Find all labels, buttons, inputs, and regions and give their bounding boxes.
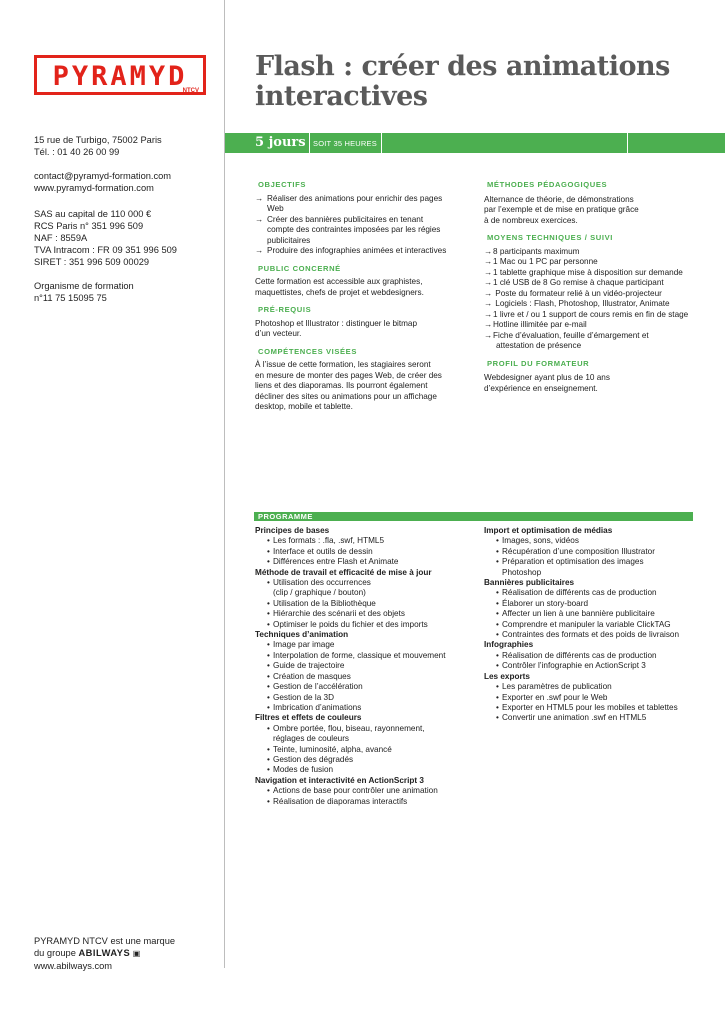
arrow-icon: → bbox=[484, 257, 493, 266]
abilways-logo-icon: ▣ bbox=[132, 949, 141, 958]
programme-item: Photoshop bbox=[502, 567, 542, 577]
programme-section-heading: Infographies bbox=[484, 640, 534, 650]
page-title bbox=[255, 52, 670, 112]
programme-item: • Images, sons, vidéos bbox=[484, 536, 709, 546]
moyens-list bbox=[484, 247, 709, 352]
objectifs-list bbox=[255, 194, 465, 257]
programme-item: • Actions de base pour contrôler une animation bbox=[255, 786, 480, 796]
moyen-item: → Hotline illimitée par e-mail bbox=[484, 320, 587, 329]
programme-item: • Contrôler l’infographie en ActionScript 3 bbox=[484, 661, 709, 671]
arrow-icon: → bbox=[484, 278, 493, 287]
right-info-column bbox=[484, 180, 709, 394]
footer-website-link[interactable]: www.abilways.com bbox=[34, 961, 113, 971]
programme-item: • Exporter en HTML5 pour les mobiles et tablettes bbox=[484, 703, 709, 713]
public-text: Cette formation est accessible aux graphistes, maquettistes, chefs de projet et webdesigners. bbox=[255, 277, 424, 297]
legal-line: SAS au capital de 110 000 € bbox=[34, 209, 152, 219]
bar-separator bbox=[381, 133, 382, 153]
email-link[interactable]: contact@pyramyd-formation.com bbox=[34, 171, 172, 181]
logo-text: PYRAMYD bbox=[52, 61, 188, 92]
programme-item: • Modes de fusion bbox=[255, 765, 480, 775]
programme-item: • Contraintes des formats et des poids de livraison bbox=[484, 630, 709, 640]
programme-item: • Préparation et optimisation des images bbox=[484, 557, 709, 567]
programme-item: • Récupération d’une composition Illustrator bbox=[484, 547, 709, 557]
legal-line: TVA Intracom : FR 09 351 996 509 bbox=[34, 245, 177, 255]
address-line: 15 rue de Turbigo, 75002 Paris bbox=[34, 135, 162, 145]
objectif-item: → Réaliser des animations pour enrichir des pages Web bbox=[255, 193, 443, 213]
programme-item: • Gestion de la 3D bbox=[255, 693, 480, 703]
prereq-text: Photoshop et Illustrator : distinguer le bitmap d’un vecteur. bbox=[255, 318, 418, 338]
programme-item: • Différences entre Flash et Animate bbox=[255, 557, 480, 567]
organism-block bbox=[34, 280, 134, 304]
moyen-item: → 1 tablette graphique mise à disposition sur demande bbox=[484, 267, 683, 277]
bar-separator bbox=[627, 133, 628, 153]
public-heading: PUBLIC CONCERNÉ bbox=[258, 263, 341, 273]
programme-item: • Exporter en .swf pour le Web bbox=[484, 693, 709, 703]
moyens-heading: MOYENS TECHNIQUES / SUIVI bbox=[487, 233, 613, 242]
address-block bbox=[34, 134, 162, 158]
arrow-icon: → bbox=[255, 214, 264, 224]
programme-section-heading: Import et optimisation de médias bbox=[484, 526, 613, 535]
moyen-item: → 1 Mac ou 1 PC par personne bbox=[484, 257, 598, 266]
programme-item: (clip / graphique / bouton) bbox=[273, 588, 366, 598]
programme-item: • Élaborer un story-board bbox=[484, 599, 709, 609]
footer-line bbox=[34, 947, 175, 960]
duration-days: 5 jours bbox=[255, 135, 306, 150]
programme-item: • Hiérarchie des scénarii et des objets bbox=[255, 609, 480, 619]
contact-block bbox=[34, 170, 171, 194]
legal-line: NAF : 8559A bbox=[34, 233, 88, 243]
prereq-heading: PRÉ-REQUIS bbox=[258, 305, 312, 314]
programme-item: • Teinte, luminosité, alpha, avancé bbox=[255, 745, 480, 755]
logo-tag: NTCV bbox=[182, 88, 199, 94]
profil-heading: PROFIL DU FORMATEUR bbox=[487, 358, 590, 368]
competences-heading: COMPÉTENCES VISÉES bbox=[258, 346, 357, 356]
programme-item: • Gestion de l’accélération bbox=[255, 682, 480, 692]
programme-section-heading: Les exports bbox=[484, 671, 530, 681]
programme-item: • Image par image bbox=[255, 640, 480, 650]
organism-line: Organisme de formation bbox=[34, 281, 134, 291]
arrow-icon: → bbox=[255, 193, 264, 203]
moyen-item: → Logiciels : Flash, Photoshop, Illustrator, Animate bbox=[484, 299, 670, 308]
legal-block bbox=[34, 208, 177, 268]
website-link[interactable]: www.pyramyd-formation.com bbox=[34, 183, 154, 193]
programme-item: • Utilisation des occurrences bbox=[255, 578, 480, 588]
moyen-item: → 8 participants maximum bbox=[484, 246, 580, 256]
programme-item: • Réalisation de différents cas de production bbox=[484, 651, 709, 661]
programme-item: • Interpolation de forme, classique et mouvement bbox=[255, 651, 480, 661]
programme-item: • Gestion des dégradés bbox=[255, 755, 480, 765]
moyen-item: → Fiche d’évaluation, feuille d’émargement et attestation de présence bbox=[484, 330, 649, 350]
title-line: Flash : créer des animations bbox=[255, 51, 670, 82]
programme-item: • Interface et outils de dessin bbox=[255, 547, 480, 557]
programme-label: PROGRAMME bbox=[258, 512, 313, 521]
footer-block bbox=[34, 935, 175, 972]
arrow-icon: → bbox=[484, 330, 493, 340]
arrow-icon: → bbox=[484, 309, 493, 319]
programme-item: • Réalisation de différents cas de production bbox=[484, 588, 709, 598]
programme-right-column bbox=[484, 526, 709, 724]
arrow-icon: → bbox=[484, 320, 493, 329]
methodes-text: Alternance de théorie, de démonstrations par l’exemple et de mise en pratique grâce à de nombreux exercices. bbox=[484, 194, 639, 225]
arrow-icon: → bbox=[484, 246, 493, 256]
programme-section-heading: Bannières publicitaires bbox=[484, 578, 575, 588]
programme-item: • Convertir une animation .swf en HTML5 bbox=[484, 713, 709, 723]
programme-item: • Création de masques bbox=[255, 672, 480, 682]
programme-item: • Utilisation de la Bibliothèque bbox=[255, 599, 480, 609]
programme-item: réglages de couleurs bbox=[273, 734, 350, 744]
programme-item: • Les paramètres de publication bbox=[484, 682, 709, 692]
programme-section-heading: Techniques d’animation bbox=[255, 630, 349, 640]
legal-line: RCS Paris n° 351 996 509 bbox=[34, 221, 144, 231]
programme-item: • Imbrication d’animations bbox=[255, 703, 480, 713]
objectif-item: → Créer des bannières publicitaires en tenant compte des contraintes imposées par les régies publicitaires bbox=[255, 214, 441, 245]
competences-text: À l’issue de cette formation, les stagiaires seront en mesure de monter des pages Web, de créer des liens et des diaporamas. Ils pourront également décliner des sites ou animations pour un affichage desktop, mobile et tablette. bbox=[255, 360, 442, 411]
arrow-icon: → bbox=[484, 288, 493, 298]
moyen-item: → 1 clé USB de 8 Go remise à chaque participant bbox=[484, 278, 664, 287]
arrow-icon: → bbox=[255, 246, 264, 255]
methodes-heading: MÉTHODES PÉDAGOGIQUES bbox=[487, 180, 608, 189]
objectifs-heading: OBJECTIFS bbox=[258, 180, 307, 189]
programme-section-heading: Méthode de travail et efficacité de mise à jour bbox=[255, 567, 432, 577]
programme-item: • Réalisation de diaporamas interactifs bbox=[255, 797, 480, 807]
moyen-item: → Poste du formateur relié à un vidéo-projecteur bbox=[484, 288, 662, 298]
left-info-column bbox=[255, 180, 465, 413]
phone-line: Tél. : 01 40 26 00 99 bbox=[34, 147, 120, 157]
programme-item: • Optimiser le poids du fichier et des imports bbox=[255, 620, 480, 630]
moyen-item: → 1 livre et / ou 1 support de cours remis en fin de stage bbox=[484, 309, 689, 319]
footer-line: PYRAMYD NTCV est une marque bbox=[34, 936, 176, 946]
arrow-icon: → bbox=[484, 267, 493, 277]
legal-line: SIRET : 351 996 509 00029 bbox=[34, 257, 150, 267]
organism-number: n°11 75 15095 75 bbox=[34, 293, 107, 303]
programme-section-heading: Principes de bases bbox=[255, 526, 330, 535]
sidebar bbox=[0, 0, 224, 1024]
programme-item: • Affecter un lien à une bannière publicitaire bbox=[484, 609, 709, 619]
programme-bar bbox=[254, 512, 693, 521]
profil-text: Webdesigner ayant plus de 10 ans d’expérience en enseignement. bbox=[484, 373, 610, 393]
footer-prefix: du groupe bbox=[34, 948, 79, 958]
programme-item: • Ombre portée, flou, biseau, rayonnement, bbox=[255, 724, 480, 734]
bar-separator bbox=[309, 133, 310, 153]
title-line: interactives bbox=[255, 81, 428, 112]
objectif-item: → Produire des infographies animées et interactives bbox=[255, 246, 447, 255]
pyramyd-logo bbox=[34, 55, 206, 95]
duration-bar bbox=[225, 133, 725, 153]
programme-section-heading: Filtres et effets de couleurs bbox=[255, 713, 362, 723]
duration-hours: SOIT 35 HEURES bbox=[313, 139, 377, 148]
programme-item: • Comprendre et manipuler la variable ClickTAG bbox=[484, 620, 709, 630]
arrow-icon: → bbox=[484, 299, 493, 308]
abilways-brand: ABILWAYS bbox=[78, 948, 131, 958]
programme-left-column bbox=[255, 526, 480, 807]
programme-section-heading: Navigation et interactivité en ActionScript 3 bbox=[255, 775, 424, 785]
programme-item: • Guide de trajectoire bbox=[255, 661, 480, 671]
programme-item: • Les formats : .fla, .swf, HTML5 bbox=[255, 536, 480, 546]
